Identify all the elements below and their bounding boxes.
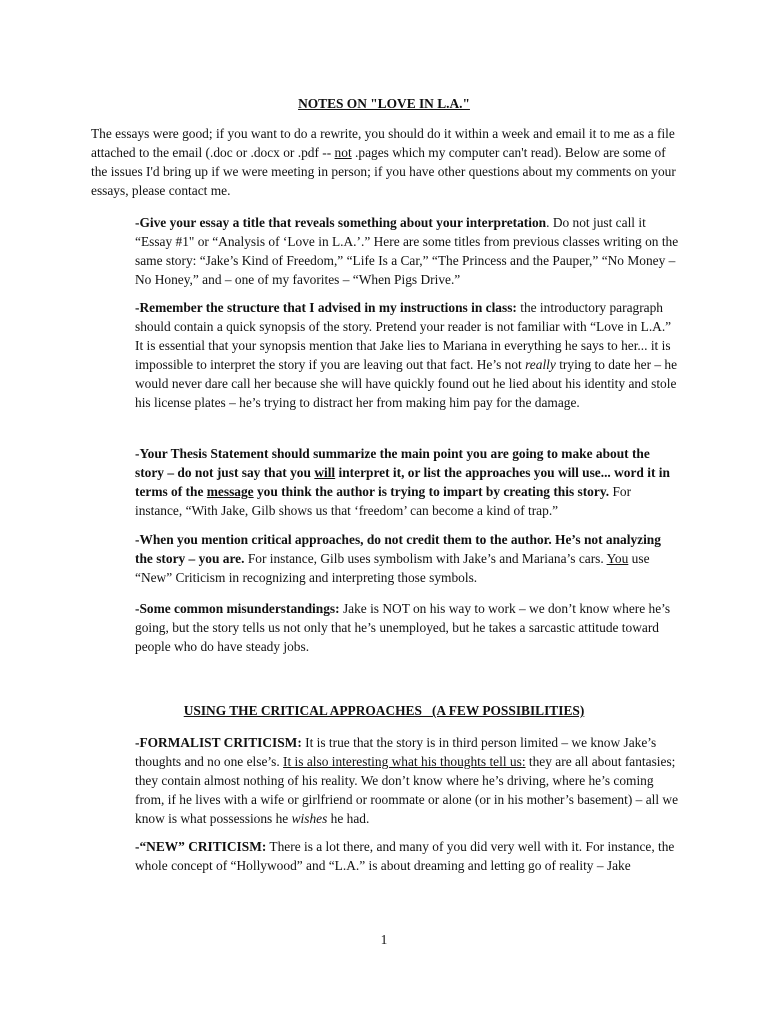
note-title-tip-heading: -Give your essay a title that reveals something about your interpretation (135, 215, 547, 230)
note-critical-text-1: For instance, Gilb uses symbolism with Jake’s and Mariana’s cars. (244, 551, 607, 566)
note-structure-heading: -Remember the structure that I advised in my instructions in class: (135, 300, 517, 315)
approach-formalist-underlined: It is also interesting what his thoughts tell us: (283, 754, 526, 769)
intro-text-2: .pages which my computer can't read). Below are some of the issues I'd bring up if we were meeting in person; if you have other questions about my comments on your essays, please contact me. (91, 145, 676, 198)
section-title-critical-approaches: USING THE CRITICAL APPROACHES (A FEW POSSIBILITIES) (183, 703, 585, 718)
note-title-tip-text: . Do not just call it “Essay #1" or “Analysis of ‘Love in L.A.’.” Here are some titles from previous classes writing on the same story: “Jake’s Kind of Freedom,” “Life Is a Car,” “The Princess and the Pauper,” “No Money – No Honey,” and – one of my favorites – “When Pigs Drive.” (135, 215, 679, 287)
approach-new-text: There is a lot there, and many of you did very well with it. For instance, the whole concept of “Hollywood” and “L.A.” is about dreaming and letting go of reality – Jake (135, 839, 675, 873)
note-thesis-heading-2: interpret it, or list the approaches you will use... word it in terms of the (135, 465, 670, 499)
approach-formalist-heading: -FORMALIST CRITICISM: (135, 735, 302, 750)
note-structure (135, 298, 680, 412)
approach-formalist-text-2: they are all about fantasies; they contain almost nothing of his reality. We don’t know where he’s driving, where he’s coming from, if he lives with a wife or girlfriend or roommate or alone (or in his mother’s basement) – all we know is what possessions he (135, 754, 679, 826)
page-title: NOTES ON "LOVE IN L.A." (298, 96, 470, 111)
note-structure-text-1: the introductory paragraph should contain a quick synopsis of the story. Pretend your reader is not familiar with “Love in L.A.” It is essential that your synopsis mention that Jake lies to Mariana in everything he says to her... it is impossible to interpret the story if you are leaving out that fact. He’s not (135, 300, 672, 372)
approach-formalist (135, 733, 680, 828)
intro-paragraph (91, 124, 681, 200)
approach-new-criticism (135, 837, 680, 875)
approach-formalist-wishes: wishes (291, 811, 328, 826)
note-critical-heading: -When you mention critical approaches, do not credit them to the author. He’s not analyzing the story – you are. (135, 532, 661, 566)
note-thesis-message: message (206, 484, 254, 499)
note-structure-really: really (525, 357, 556, 372)
note-misunderstandings (135, 599, 680, 656)
note-misunderstandings-text: Jake is NOT on his way to work – we don’t know where he’s going, but the story tells us not only that he’s unemployed, but he takes a sarcastic attitude toward people who do have steady jobs. (135, 601, 671, 654)
note-title-tip (135, 213, 680, 289)
note-misunderstandings-heading: -Some common misunderstandings: (135, 601, 340, 616)
note-thesis-heading-1: -Your Thesis Statement should summarize the main point you are going to make about the story – do not just say that you (135, 446, 650, 480)
note-thesis-will: will (314, 465, 336, 480)
note-critical-text-2: use “New” Criticism in recognizing and interpreting those symbols. (135, 551, 650, 585)
approach-formalist-text-3: he had. (327, 811, 370, 826)
approach-formalist-text-1: It is true that the story is in third person limited – we know Jake’s thoughts and no one else’s. (135, 735, 657, 769)
approach-new-heading: -“NEW” CRITICISM: (135, 839, 267, 854)
note-structure-text-2: trying to date her – he would never dare call her because she will have quickly found out he lied about his identity and stole his license plates – he’s trying to distract her from making him pay for the damage. (135, 357, 678, 410)
note-thesis-heading-3: you think the author is trying to impart by creating this story. (253, 484, 610, 499)
intro-text-1: The essays were good; if you want to do a rewrite, you should do it within a week and email it to me as a file attached to the email (.doc or .docx or .pdf -- (91, 126, 675, 160)
note-critical-you: You (606, 551, 629, 566)
note-critical-approaches (135, 530, 680, 587)
note-thesis (135, 444, 680, 520)
intro-not-emphasis: not (334, 145, 352, 160)
page-number: 1 (380, 932, 388, 947)
note-thesis-text: For instance, “With Jake, Gilb shows us that ‘freedom’ can become a kind of trap.” (135, 484, 632, 518)
